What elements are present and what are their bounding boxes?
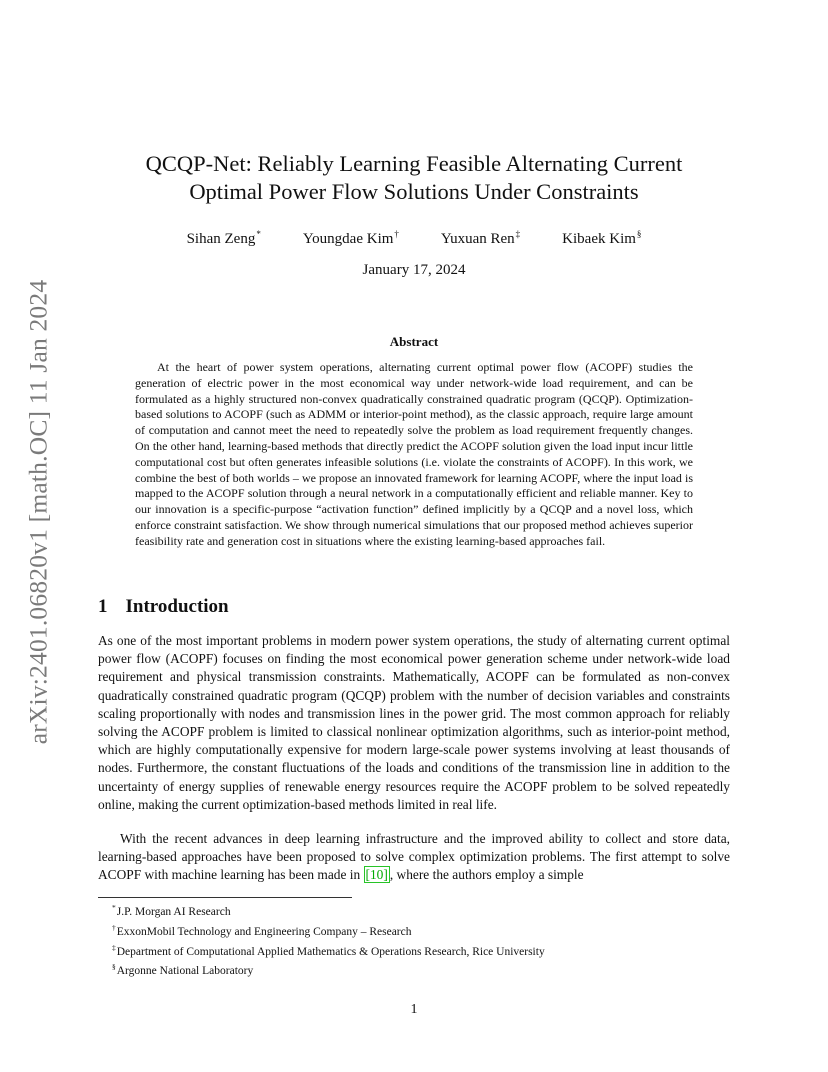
author-list <box>98 229 730 248</box>
footnote-text: ExxonMobil Technology and Engineering Company – Research <box>116 925 412 938</box>
footnote-4 <box>112 959 545 979</box>
abstract-heading: Abstract <box>389 334 439 349</box>
footnote-divider <box>98 897 352 898</box>
arxiv-identifier: arXiv:2401.06820v1 [math.OC] 11 Jan 2024 <box>23 279 52 745</box>
section-title: Introduction <box>125 596 229 617</box>
footnote-mark: § <box>112 962 116 972</box>
title-line-2: Optimal Power Flow Solutions Under Constraints <box>189 179 639 204</box>
author-4 <box>562 229 641 248</box>
author-3 <box>441 229 520 248</box>
citation-link-10[interactable]: [10] <box>365 867 388 883</box>
abstract-text: At the heart of power system operations, alternating current optimal power flow (ACOPF) studies the generation of electric power in the most economical way under network-wide load requirement, and can be formulated as a highly structured non-convex quadratically constrained quadratic program (QCQP). Optimization-based solutions to ACOPF (such as ADMM or interior-point method), as the classic approach, require large amount of computation and cannot meet the need to repeatedly solve the problem as load requirement frequently changes. On the other hand, learning-based methods that directly predict the ACOPF solution given the load input incur little computational cost but often generates infeasible solutions (i.e. violate the constraints of ACOPF). In this work, we combine the best of both worlds – we propose an innovated framework for learning ACOPF, where the input load is mapped to the ACOPF solution through a neural network in a computationally efficient and reliable manner. Key to our innovation is a specific-purpose “activation function” defined implicitly by a QCQP and a novel loss, which enforce constraint satisfaction. We show through numerical simulations that our proposed method achieves superior feasibility rate and generation cost in situations where the existing learning-based approaches fail. <box>135 360 693 548</box>
publication-date: January 17, 2024 <box>362 262 466 278</box>
footnote-text: J.P. Morgan AI Research <box>116 905 231 918</box>
footnote-text: Department of Computational Applied Mathematics & Operations Research, Rice University <box>116 945 545 958</box>
page-number: 1 <box>410 1002 418 1017</box>
footnote-mark: ‡ <box>112 942 116 952</box>
section-heading-introduction <box>98 596 229 618</box>
footnote-2 <box>112 920 545 940</box>
footnote-text: Argonne National Laboratory <box>116 965 254 978</box>
paragraph-text: With the recent advances in deep learning infrastructure and the improved ability to collect and store data, learning-based approaches have been proposed to solve complex optimization problems. The first attempt to solve ACOPF with machine learning has been made in <box>98 831 730 883</box>
footnote-mark: * <box>112 903 116 912</box>
footnote-1 <box>112 900 545 920</box>
footnotes <box>112 900 545 979</box>
author-name: Kibaek Kim <box>562 231 636 247</box>
author-name: Youngdae Kim <box>302 231 394 247</box>
author-affiliation-mark: † <box>394 229 399 239</box>
author-name: Yuxuan Ren <box>440 231 515 247</box>
author-affiliation-mark: * <box>256 229 261 239</box>
introduction-paragraph-1: As one of the most important problems in modern power system operations, the study of alternating current optimal power flow (ACOPF) focuses on finding the most economical power generation scheme under network-wide load requirement and physical transmission constraints. Mathematically, ACOPF can be formulated as non-convex quadratically constrained quadratic program (QCQP) problem with the number of decision variables and constraints scaling proportionally with nodes and transmission lines in the power grid. The most common approach for reliably solving the ACOPF problem is limited to classical nonlinear optimization algorithms, such as interior-point method, which are highly computationally expensive for modern large-scale power systems involving at least thousands of nodes. Furthermore, the constant fluctuations of the loads and conditions of the transmission line in addition to the uncertainty of energy supplies of renewable energy resources require the ACOPF problem to be solved repeatedly online, making the current optimization-based methods limited in real life. <box>98 633 730 812</box>
paper-title <box>98 150 730 206</box>
introduction-paragraph-2 <box>98 830 730 885</box>
paragraph-text: , where the authors employ a simple <box>389 867 584 883</box>
author-1 <box>187 229 261 248</box>
section-number: 1 <box>98 596 108 617</box>
footnote-mark: † <box>112 922 116 932</box>
author-affiliation-mark: § <box>636 229 642 239</box>
title-line-1: QCQP-Net: Reliably Learning Feasible Alternating Current <box>145 151 683 176</box>
arxiv-sidebar-stamp <box>18 272 58 752</box>
footnote-3 <box>112 940 545 960</box>
author-2 <box>303 229 399 248</box>
author-name: Sihan Zeng <box>186 231 256 247</box>
author-affiliation-mark: ‡ <box>515 229 521 239</box>
